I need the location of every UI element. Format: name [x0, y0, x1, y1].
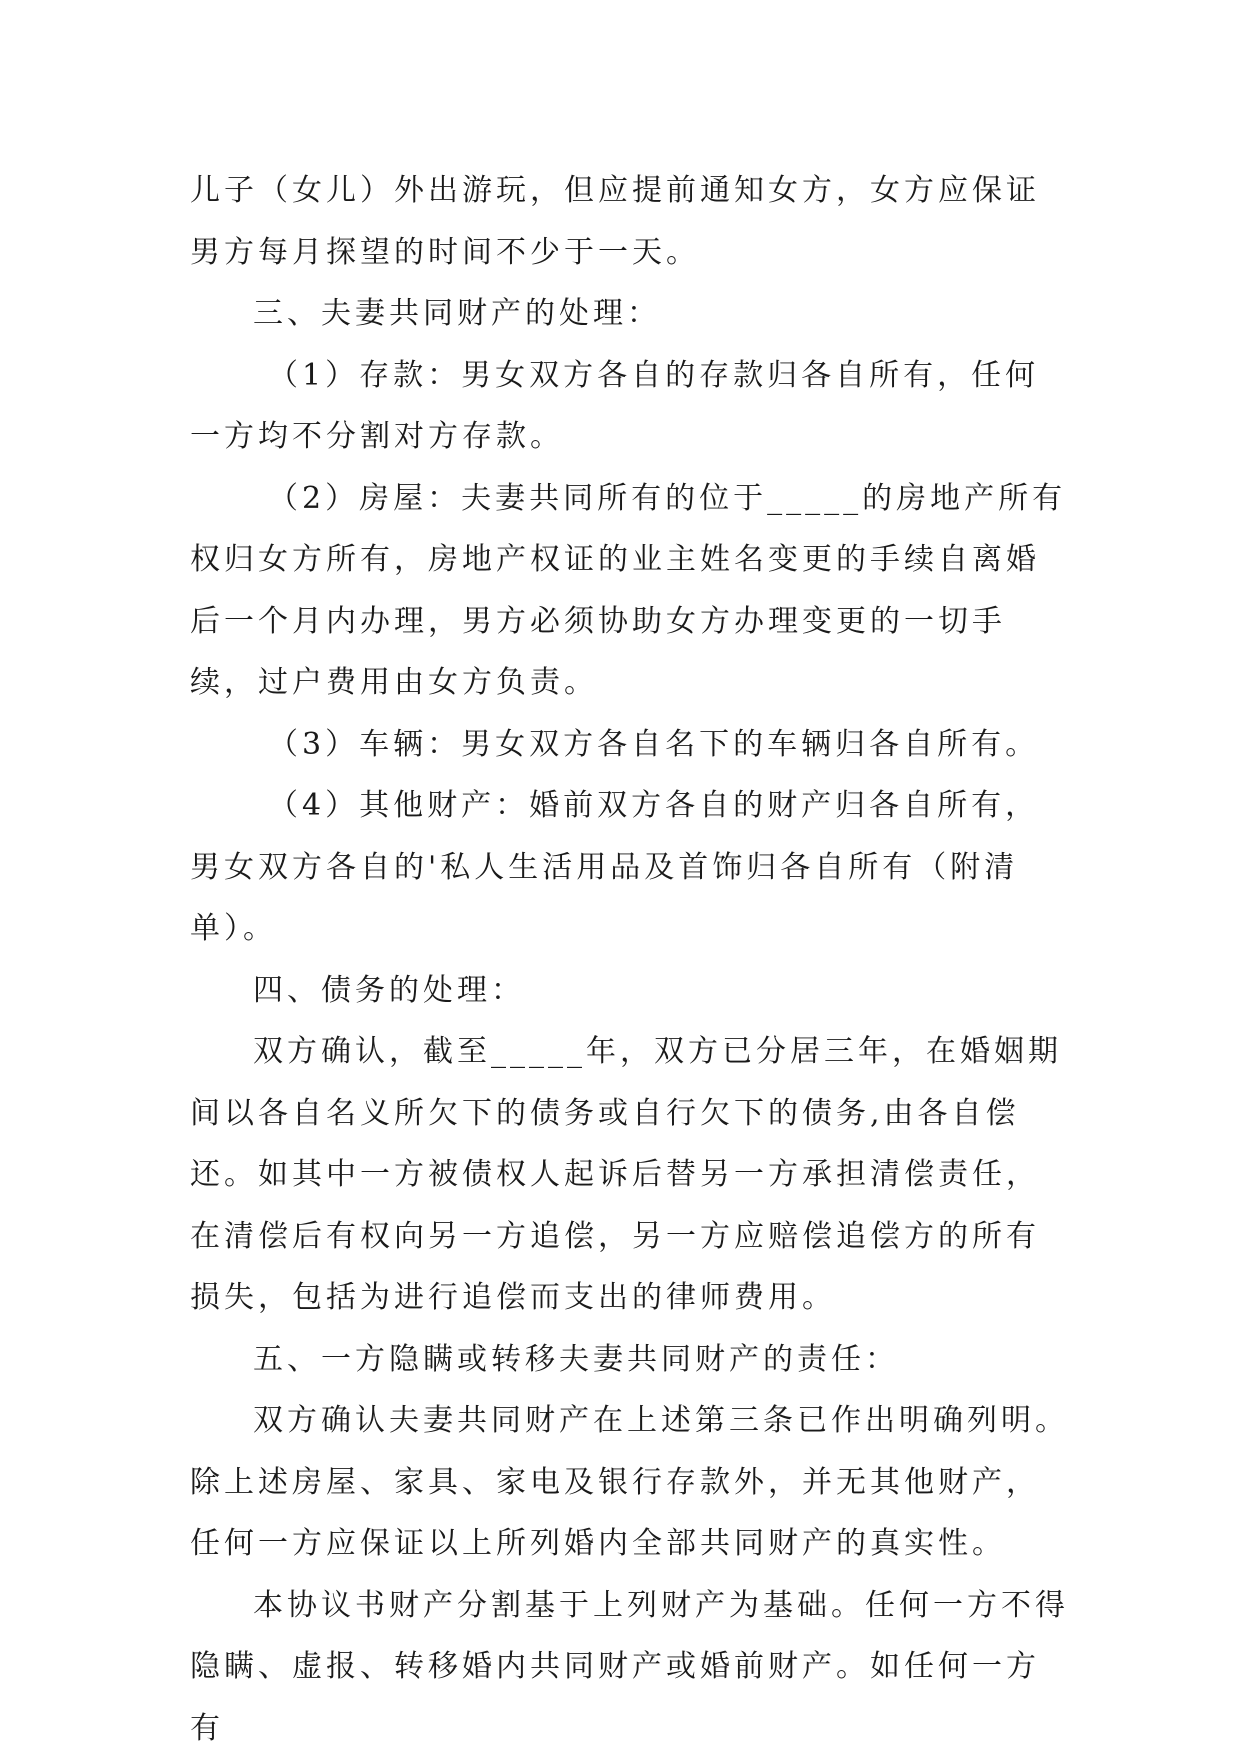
- heading-debts: 四、债务的处理：: [190, 960, 1070, 1022]
- paragraph-visitation-continued: 儿子（女儿）外出游玩，但应提前通知女方，女方应保证男方每月探望的时间不少于一天。: [190, 160, 1070, 283]
- document-body: [190, 160, 1070, 1759]
- paragraph-house: （2）房屋：夫妻共同所有的位于_____的房地产所有权归女方所有，房地产权证的业主姓名变更的手续自离婚后一个月内办理，男方必须协助女方办理变更的一切手续，过户费用由女方负责。: [190, 468, 1070, 714]
- paragraph-property-confirmation: 双方确认夫妻共同财产在上述第三条已作出明确列明。除上述房屋、家具、家电及银行存款外，并无其他财产，任何一方应保证以上所列婚内全部共同财产的真实性。: [190, 1390, 1070, 1575]
- paragraph-debts: 双方确认，截至_____年，双方已分居三年，在婚姻期间以各自名义所欠下的债务或自行欠下的债务,由各自偿还。如其中一方被债权人起诉后替另一方承担清偿责任，在清偿后有权向另一方追偿，另一方应赔偿追偿方的所有损失，包括为进行追偿而支出的律师费用。: [190, 1021, 1070, 1329]
- heading-common-property: 三、夫妻共同财产的处理：: [190, 283, 1070, 345]
- paragraph-division-basis: 本协议书财产分割基于上列财产为基础。任何一方不得隐瞒、虚报、转移婚内共同财产或婚前财产。如任何一方有: [190, 1575, 1070, 1759]
- paragraph-vehicles: （3）车辆：男女双方各自名下的车辆归各自所有。: [190, 714, 1070, 776]
- heading-concealment-liability: 五、一方隐瞒或转移夫妻共同财产的责任：: [190, 1329, 1070, 1391]
- paragraph-other-property: （4）其他财产：婚前双方各自的财产归各自所有，男女双方各自的'私人生活用品及首饰归各自所有（附清单）。: [190, 775, 1070, 960]
- paragraph-deposits: （1）存款：男女双方各自的存款归各自所有，任何一方均不分割对方存款。: [190, 345, 1070, 468]
